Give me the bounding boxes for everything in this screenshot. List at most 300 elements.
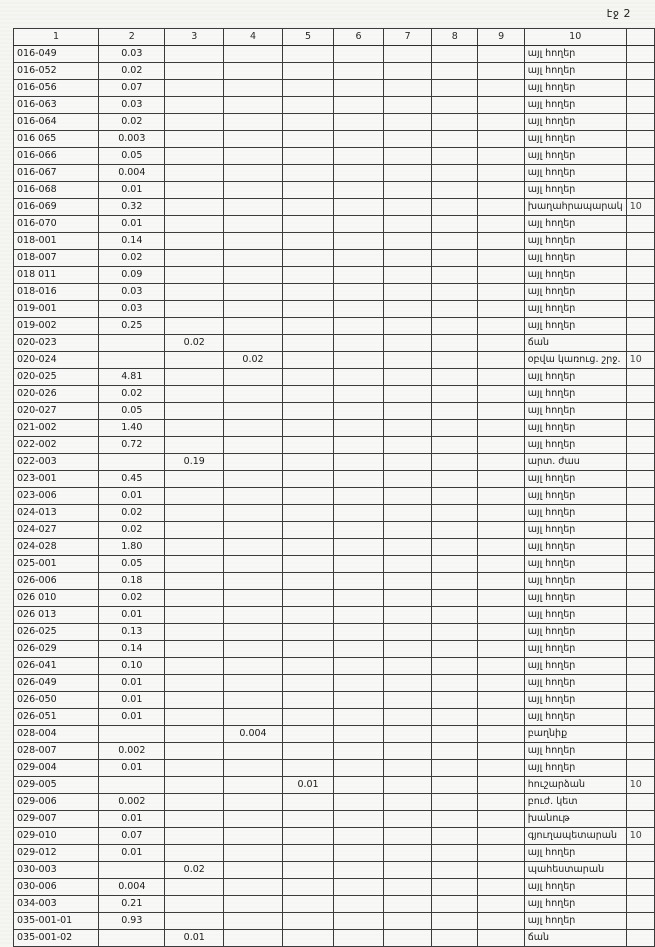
area-value-cell: 0.02 <box>99 250 165 267</box>
area-value-cell <box>99 862 165 879</box>
area-value-cell <box>478 250 524 267</box>
table-row <box>14 46 655 63</box>
table-row <box>14 539 655 556</box>
area-value-cell <box>334 879 384 896</box>
area-value-cell: 0.13 <box>99 624 165 641</box>
area-value-cell <box>334 131 384 148</box>
area-value-cell <box>478 454 524 471</box>
area-value-cell <box>165 386 224 403</box>
area-value-cell: 0.03 <box>99 284 165 301</box>
area-value-cell <box>99 454 165 471</box>
table-row <box>14 709 655 726</box>
area-value-cell: 0.05 <box>99 403 165 420</box>
area-value-cell <box>384 301 432 318</box>
area-value-cell <box>432 267 478 284</box>
area-value-cell <box>165 522 224 539</box>
area-value-cell <box>432 811 478 828</box>
area-value-cell <box>384 743 432 760</box>
area-value-cell <box>165 726 224 743</box>
area-value-cell <box>432 199 478 216</box>
land-type-cell: այլ հողեր <box>524 233 626 250</box>
area-value-cell: 0.19 <box>165 454 224 471</box>
area-value-cell <box>334 284 384 301</box>
area-value-cell <box>282 488 333 505</box>
area-value-cell <box>282 420 333 437</box>
table-row <box>14 845 655 862</box>
area-value-cell <box>224 896 283 913</box>
margin-annotation <box>626 607 654 624</box>
table-row <box>14 182 655 199</box>
area-value-cell: 0.02 <box>99 505 165 522</box>
area-value-cell <box>282 46 333 63</box>
table-row <box>14 63 655 80</box>
land-type-cell: այլ հողեր <box>524 301 626 318</box>
area-value-cell <box>478 896 524 913</box>
area-value-cell <box>432 743 478 760</box>
area-value-cell <box>432 250 478 267</box>
column-header-9: 9 <box>478 29 524 46</box>
area-value-cell: 0.02 <box>165 862 224 879</box>
cadastre-table <box>13 28 655 947</box>
parcel-code-cell: 016-066 <box>14 148 99 165</box>
area-value-cell <box>224 556 283 573</box>
area-value-cell <box>384 573 432 590</box>
margin-annotation <box>626 845 654 862</box>
table-row <box>14 879 655 896</box>
area-value-cell <box>224 777 283 794</box>
parcel-code-cell: 016-069 <box>14 199 99 216</box>
area-value-cell <box>384 828 432 845</box>
area-value-cell <box>224 437 283 454</box>
land-type-cell: այլ հողեր <box>524 488 626 505</box>
parcel-code-cell: 024-013 <box>14 505 99 522</box>
area-value-cell <box>165 216 224 233</box>
area-value-cell <box>432 131 478 148</box>
area-value-cell <box>432 471 478 488</box>
area-value-cell <box>478 760 524 777</box>
area-value-cell <box>432 352 478 369</box>
table-row <box>14 97 655 114</box>
area-value-cell <box>165 301 224 318</box>
area-value-cell <box>282 199 333 216</box>
margin-annotation <box>626 250 654 267</box>
area-value-cell <box>334 692 384 709</box>
area-value-cell <box>334 488 384 505</box>
area-value-cell <box>384 114 432 131</box>
area-value-cell <box>282 573 333 590</box>
table-row <box>14 216 655 233</box>
area-value-cell: 0.45 <box>99 471 165 488</box>
area-value-cell <box>224 284 283 301</box>
area-value-cell <box>384 658 432 675</box>
column-header-4: 4 <box>224 29 283 46</box>
area-value-cell <box>478 233 524 250</box>
area-value-cell <box>384 522 432 539</box>
area-value-cell: 0.01 <box>99 488 165 505</box>
area-value-cell <box>384 709 432 726</box>
area-value-cell <box>282 522 333 539</box>
area-value-cell <box>478 777 524 794</box>
area-value-cell <box>432 148 478 165</box>
parcel-code-cell: 022-002 <box>14 437 99 454</box>
area-value-cell: 0.01 <box>99 675 165 692</box>
land-type-cell: այլ հողեր <box>524 267 626 284</box>
table-row <box>14 131 655 148</box>
area-value-cell <box>334 437 384 454</box>
area-value-cell <box>224 641 283 658</box>
area-value-cell <box>282 505 333 522</box>
area-value-cell <box>282 726 333 743</box>
area-value-cell <box>384 80 432 97</box>
area-value-cell <box>224 505 283 522</box>
parcel-code-cell: 019-001 <box>14 301 99 318</box>
table-row <box>14 913 655 930</box>
margin-annotation <box>626 318 654 335</box>
area-value-cell <box>432 607 478 624</box>
area-value-cell <box>282 403 333 420</box>
margin-annotation <box>626 539 654 556</box>
area-value-cell <box>384 352 432 369</box>
column-header-8: 8 <box>432 29 478 46</box>
column-header-5: 5 <box>282 29 333 46</box>
area-value-cell <box>478 556 524 573</box>
area-value-cell: 0.32 <box>99 199 165 216</box>
area-value-cell: 0.01 <box>99 216 165 233</box>
land-type-cell: այլ հողեր <box>524 505 626 522</box>
parcel-code-cell: 018 011 <box>14 267 99 284</box>
table-row <box>14 335 655 352</box>
area-value-cell <box>165 777 224 794</box>
area-value-cell <box>384 420 432 437</box>
area-value-cell <box>334 760 384 777</box>
parcel-code-cell: 016-067 <box>14 165 99 182</box>
area-value-cell <box>432 165 478 182</box>
area-value-cell <box>224 760 283 777</box>
table-row <box>14 658 655 675</box>
land-type-cell: խաղահրապարակ <box>524 199 626 216</box>
parcel-code-cell: 019-002 <box>14 318 99 335</box>
area-value-cell <box>384 182 432 199</box>
area-value-cell <box>478 879 524 896</box>
area-value-cell: 1.40 <box>99 420 165 437</box>
area-value-cell <box>165 284 224 301</box>
area-value-cell: 0.07 <box>99 80 165 97</box>
area-value-cell <box>478 131 524 148</box>
area-value-cell <box>478 267 524 284</box>
area-value-cell <box>282 352 333 369</box>
area-value-cell <box>282 148 333 165</box>
area-value-cell <box>282 913 333 930</box>
land-type-cell: այլ հողեր <box>524 675 626 692</box>
land-type-cell: այլ հողեր <box>524 913 626 930</box>
area-value-cell <box>165 97 224 114</box>
land-type-cell: պահեստարան <box>524 862 626 879</box>
area-value-cell <box>384 318 432 335</box>
area-value-cell <box>432 420 478 437</box>
area-value-cell <box>165 641 224 658</box>
table-row <box>14 80 655 97</box>
land-type-cell: այլ հողեր <box>524 97 626 114</box>
parcel-code-cell: 016-052 <box>14 63 99 80</box>
area-value-cell <box>282 845 333 862</box>
parcel-code-cell: 018-007 <box>14 250 99 267</box>
area-value-cell <box>165 624 224 641</box>
area-value-cell: 0.002 <box>99 743 165 760</box>
table-row <box>14 420 655 437</box>
area-value-cell <box>334 675 384 692</box>
area-value-cell <box>282 692 333 709</box>
area-value-cell <box>334 624 384 641</box>
table-row <box>14 165 655 182</box>
table-row <box>14 624 655 641</box>
parcel-code-cell: 020-024 <box>14 352 99 369</box>
land-type-cell: արտ. ժաս <box>524 454 626 471</box>
area-value-cell <box>384 97 432 114</box>
parcel-code-cell: 026 010 <box>14 590 99 607</box>
area-value-cell <box>334 233 384 250</box>
margin-annotation <box>626 233 654 250</box>
land-type-cell: օբվա կառուց. շրջ. <box>524 352 626 369</box>
area-value-cell <box>432 556 478 573</box>
margin-annotation <box>626 862 654 879</box>
table-header-row <box>14 29 655 46</box>
area-value-cell: 0.002 <box>99 794 165 811</box>
parcel-code-cell: 016-063 <box>14 97 99 114</box>
area-value-cell <box>282 743 333 760</box>
area-value-cell <box>224 794 283 811</box>
area-value-cell <box>384 131 432 148</box>
area-value-cell <box>478 369 524 386</box>
area-value-cell <box>432 80 478 97</box>
area-value-cell <box>334 709 384 726</box>
land-type-cell: խանութ <box>524 811 626 828</box>
area-value-cell: 0.03 <box>99 46 165 63</box>
land-type-cell: այլ հողեր <box>524 131 626 148</box>
area-value-cell <box>478 607 524 624</box>
margin-spacer <box>626 29 654 46</box>
area-value-cell <box>334 114 384 131</box>
parcel-code-cell: 025-001 <box>14 556 99 573</box>
area-value-cell <box>224 80 283 97</box>
area-value-cell <box>478 420 524 437</box>
area-value-cell <box>224 369 283 386</box>
margin-annotation <box>626 794 654 811</box>
area-value-cell <box>384 539 432 556</box>
area-value-cell: 1.80 <box>99 539 165 556</box>
table-row <box>14 726 655 743</box>
margin-annotation <box>626 879 654 896</box>
area-value-cell <box>334 794 384 811</box>
area-value-cell <box>282 250 333 267</box>
land-type-cell: այլ հողեր <box>524 114 626 131</box>
area-value-cell <box>478 743 524 760</box>
area-value-cell <box>334 165 384 182</box>
margin-annotation <box>626 267 654 284</box>
land-type-cell: այլ հողեր <box>524 148 626 165</box>
land-type-cell: այլ հողեր <box>524 658 626 675</box>
land-type-cell: այլ հողեր <box>524 896 626 913</box>
area-value-cell <box>384 165 432 182</box>
area-value-cell <box>282 811 333 828</box>
area-value-cell <box>432 182 478 199</box>
area-value-cell <box>432 233 478 250</box>
area-value-cell <box>334 267 384 284</box>
land-type-cell: այլ հողեր <box>524 369 626 386</box>
parcel-code-cell: 016-049 <box>14 46 99 63</box>
area-value-cell <box>224 301 283 318</box>
area-value-cell <box>334 743 384 760</box>
area-value-cell: 0.01 <box>99 182 165 199</box>
margin-annotation <box>626 760 654 777</box>
land-type-cell: ճան <box>524 335 626 352</box>
area-value-cell <box>282 760 333 777</box>
area-value-cell <box>384 505 432 522</box>
land-type-cell: այլ հողեր <box>524 522 626 539</box>
land-type-cell: բաղնիք <box>524 726 626 743</box>
table-row <box>14 743 655 760</box>
area-value-cell <box>165 488 224 505</box>
area-value-cell <box>384 488 432 505</box>
margin-annotation <box>626 386 654 403</box>
parcel-code-cell: 020-027 <box>14 403 99 420</box>
margin-annotation <box>626 692 654 709</box>
area-value-cell <box>432 284 478 301</box>
area-value-cell <box>478 505 524 522</box>
area-value-cell <box>384 403 432 420</box>
table-row <box>14 267 655 284</box>
margin-annotation <box>626 471 654 488</box>
area-value-cell <box>165 199 224 216</box>
area-value-cell <box>282 131 333 148</box>
table-row <box>14 352 655 369</box>
area-value-cell <box>224 267 283 284</box>
area-value-cell <box>334 641 384 658</box>
land-type-cell: այլ հողեր <box>524 46 626 63</box>
area-value-cell: 0.05 <box>99 148 165 165</box>
table-body <box>14 46 655 947</box>
land-type-cell: այլ հողեր <box>524 216 626 233</box>
area-value-cell <box>384 267 432 284</box>
area-value-cell <box>224 97 283 114</box>
area-value-cell <box>282 369 333 386</box>
area-value-cell <box>282 675 333 692</box>
area-value-cell <box>334 913 384 930</box>
area-value-cell <box>334 777 384 794</box>
area-value-cell <box>478 726 524 743</box>
land-type-cell: այլ հողեր <box>524 692 626 709</box>
area-value-cell <box>224 454 283 471</box>
column-header-10: 10 <box>524 29 626 46</box>
margin-annotation <box>626 488 654 505</box>
area-value-cell <box>165 131 224 148</box>
margin-annotation <box>626 335 654 352</box>
area-value-cell <box>432 913 478 930</box>
area-value-cell: 0.05 <box>99 556 165 573</box>
area-value-cell <box>165 352 224 369</box>
area-value-cell <box>224 811 283 828</box>
area-value-cell <box>334 607 384 624</box>
table-row <box>14 114 655 131</box>
area-value-cell: 0.004 <box>224 726 283 743</box>
margin-annotation <box>626 182 654 199</box>
area-value-cell <box>432 726 478 743</box>
area-value-cell <box>165 811 224 828</box>
area-value-cell: 0.02 <box>99 522 165 539</box>
area-value-cell <box>478 199 524 216</box>
area-value-cell <box>334 216 384 233</box>
area-value-cell <box>334 182 384 199</box>
margin-annotation <box>626 743 654 760</box>
parcel-code-cell: 026-051 <box>14 709 99 726</box>
area-value-cell <box>165 403 224 420</box>
area-value-cell <box>165 794 224 811</box>
area-value-cell <box>334 454 384 471</box>
area-value-cell <box>478 63 524 80</box>
land-type-cell: այլ հողեր <box>524 386 626 403</box>
area-value-cell <box>224 913 283 930</box>
area-value-cell <box>432 777 478 794</box>
area-value-cell <box>334 318 384 335</box>
area-value-cell: 0.004 <box>99 879 165 896</box>
land-type-cell: այլ հողեր <box>524 420 626 437</box>
area-value-cell <box>478 590 524 607</box>
table-row <box>14 199 655 216</box>
area-value-cell <box>384 811 432 828</box>
area-value-cell <box>478 97 524 114</box>
area-value-cell <box>224 216 283 233</box>
area-value-cell <box>432 437 478 454</box>
area-value-cell <box>165 675 224 692</box>
area-value-cell <box>384 590 432 607</box>
area-value-cell <box>478 709 524 726</box>
area-value-cell <box>165 760 224 777</box>
margin-annotation <box>626 63 654 80</box>
table-row <box>14 318 655 335</box>
area-value-cell: 0.21 <box>99 896 165 913</box>
area-value-cell <box>478 471 524 488</box>
area-value-cell: 0.02 <box>165 335 224 352</box>
table-row <box>14 284 655 301</box>
area-value-cell <box>478 386 524 403</box>
area-value-cell <box>478 845 524 862</box>
margin-annotation <box>626 301 654 318</box>
area-value-cell <box>478 182 524 199</box>
area-value-cell <box>334 862 384 879</box>
margin-annotation <box>626 114 654 131</box>
table-row <box>14 369 655 386</box>
area-value-cell <box>282 794 333 811</box>
parcel-code-cell: 029-007 <box>14 811 99 828</box>
area-value-cell <box>384 675 432 692</box>
area-value-cell <box>282 216 333 233</box>
area-value-cell <box>282 539 333 556</box>
parcel-code-cell: 028-004 <box>14 726 99 743</box>
area-value-cell <box>282 862 333 879</box>
area-value-cell <box>334 386 384 403</box>
area-value-cell <box>165 743 224 760</box>
margin-annotation <box>626 675 654 692</box>
area-value-cell <box>165 471 224 488</box>
table-row <box>14 794 655 811</box>
land-type-cell: այլ հողեր <box>524 182 626 199</box>
area-value-cell <box>384 335 432 352</box>
area-value-cell <box>224 250 283 267</box>
table-row <box>14 760 655 777</box>
area-value-cell <box>432 862 478 879</box>
area-value-cell <box>478 301 524 318</box>
area-value-cell <box>478 794 524 811</box>
land-type-cell: այլ հողեր <box>524 471 626 488</box>
